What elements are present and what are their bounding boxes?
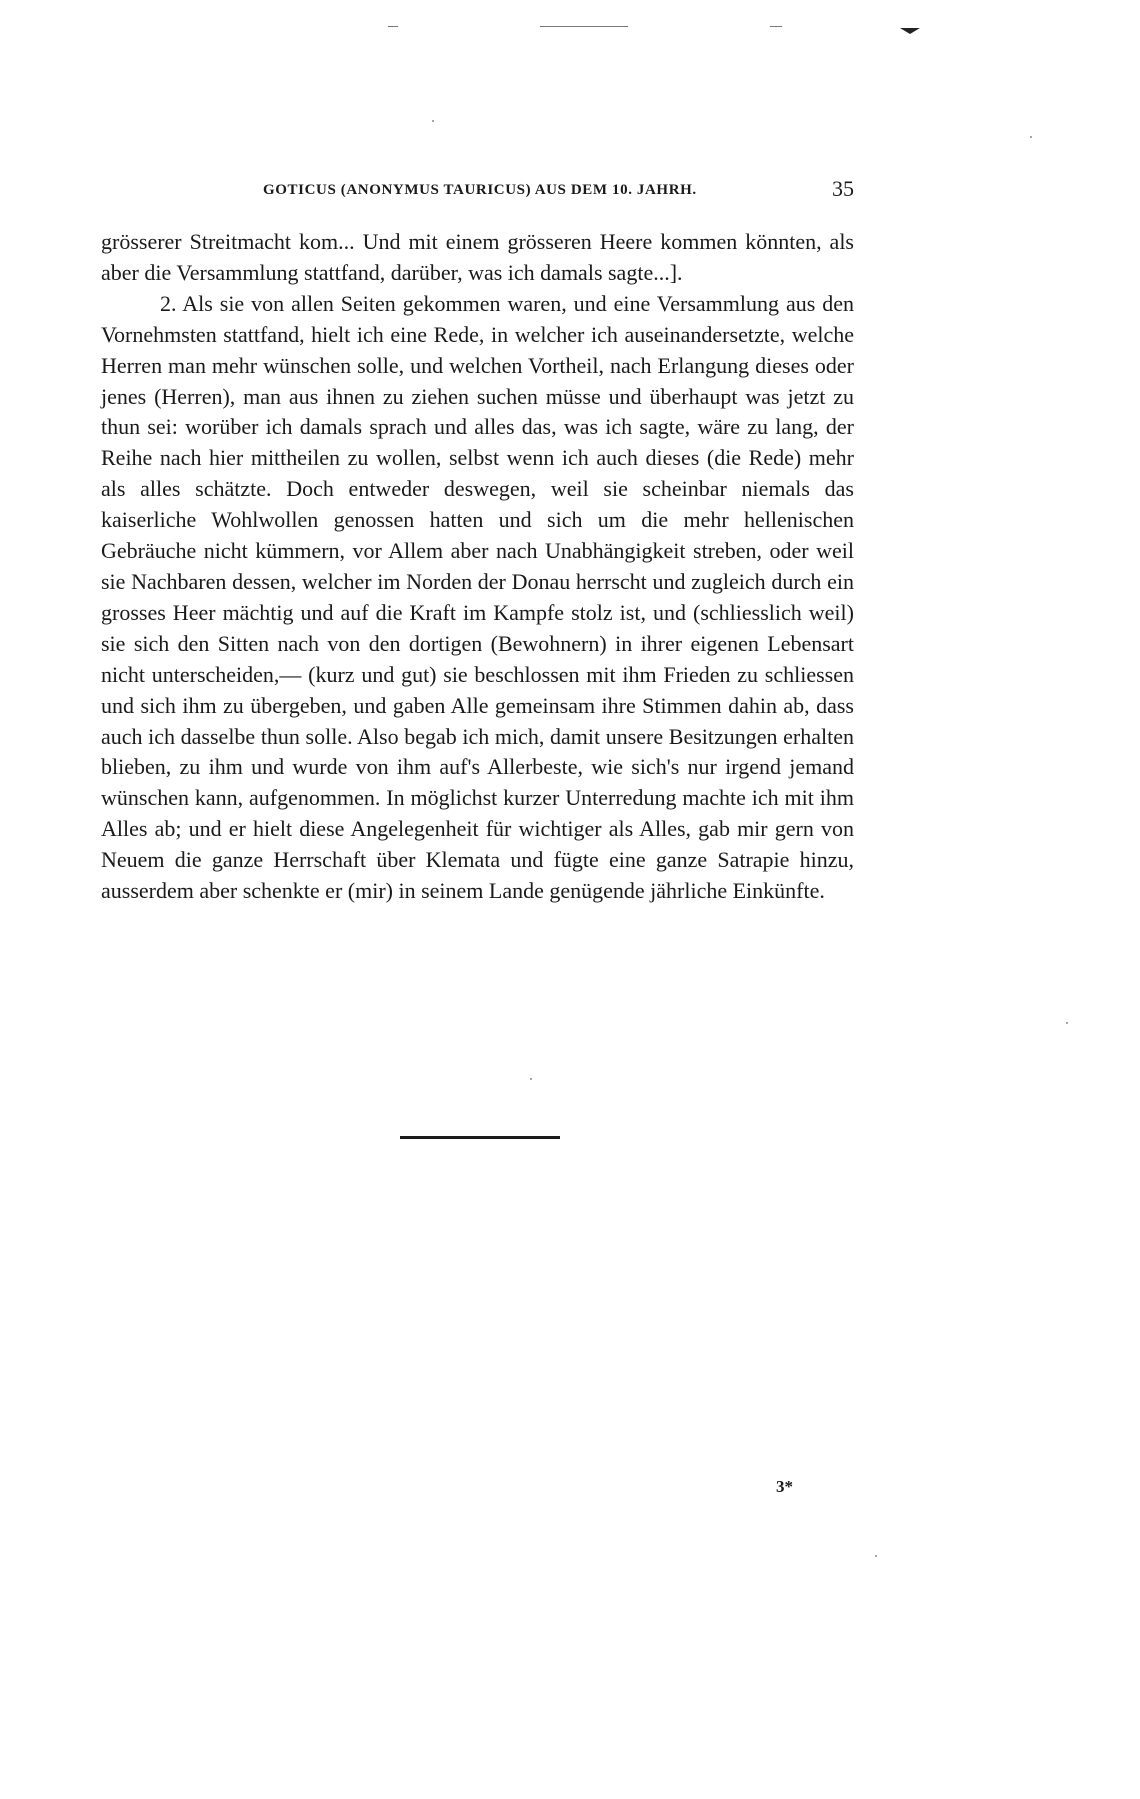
scan-arrow-mark [900, 28, 920, 34]
scan-mark [770, 26, 782, 27]
scan-mark [540, 26, 628, 27]
paragraph-continuation: grösserer Streitmacht kom... Und mit einem grösseren Heere kommen könnten, als aber die Versammlung stattfand, darüber, was ich damals sagte...]. [101, 229, 854, 285]
paragraph-2: 2. Als sie von allen Seiten gekommen waren, und eine Versammlung aus den Vornehmsten stattfand, hielt ich eine Rede, in welcher ich auseinandersetzte, welche Herren man mehr wünschen solle, und welchen Vortheil, nach Erlangung dieses oder jenes (Herren), man aus ihnen zu ziehen suchen müsse und überhaupt was jetzt zu thun sei: worüber ich damals sprach und alles das, was ich sagte, wäre zu lang, der Reihe nach hier mittheilen zu wollen, selbst wenn ich auch dieses (die Rede) mehr als alles schätzte. Doch entweder deswegen, weil sie scheinbar niemals das kaiserliche Wohlwollen genossen hatten und sich um die mehr hellenischen Gebräuche nicht kümmern, vor Allem aber nach Unabhängigkeit streben, oder weil sie Nachbaren dessen, welcher im Norden der Donau herrscht und zugleich durch ein grosses Heer mächtig und auf die Kraft im Kampfe stolz ist, und (schliesslich weil) sie sich den Sitten nach von den dortigen (Bewohnern) in ihrer eigenen Lebensart nicht unterscheiden,— (kurz und gut) sie beschlossen mit ihm Frieden zu schliessen und sich ihm zu übergeben, und gaben Alle gemeinsam ihre Stimmen dahin ab, dass auch ich dasselbe thun solle. Also begab ich mich, damit unsere Besitzungen erhalten blieben, zu ihm und wurde von ihm auf's Allerbeste, wie sich's nur irgend jemand wünschen kann, aufgenommen. In möglichst kurzer Unterredung machte ich mit ihm Alles ab; und er hielt diese Angelegenheit für wichtiger als Alles, gab mir gern von Neuem die ganze Herrschaft über Klemata und fügte eine ganze Satrapie hinzu, ausserdem aber schenkte er (mir) in seinem Lande genügende jährliche Einkünfte. [101, 290, 854, 904]
scan-speck [432, 120, 434, 122]
scan-mark [388, 26, 398, 27]
page-number: 35 [832, 176, 854, 201]
signature-mark: 3* [776, 1477, 793, 1496]
section-end-rule [400, 1136, 560, 1139]
top-scan-marks [0, 18, 1140, 38]
scan-speck [530, 1078, 532, 1080]
body-text [101, 227, 854, 907]
running-title: GOTICUS (ANONYMUS TAURICUS) AUS DEM 10. JAHRH. [263, 182, 697, 198]
running-head [101, 176, 854, 206]
scan-speck [1030, 136, 1032, 138]
scan-speck [875, 1555, 877, 1557]
scan-speck [1066, 1022, 1068, 1024]
